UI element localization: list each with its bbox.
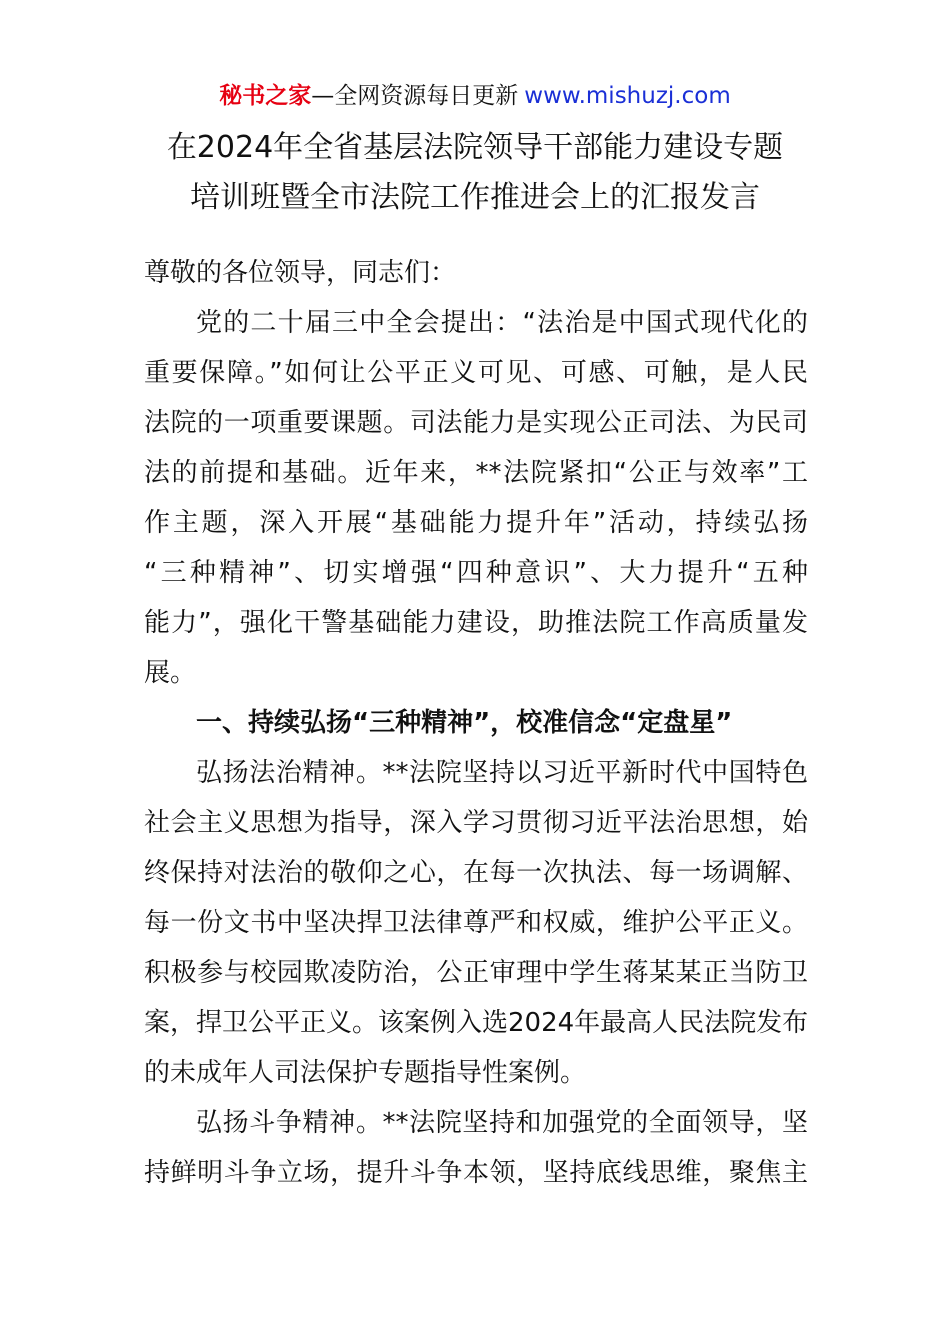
paragraph-1-line: 法院的一项重要课题。司法能力是实现公正司法、为民司 — [144, 408, 808, 438]
site-url-link[interactable]: www.mishuzj.com — [524, 83, 731, 109]
paragraph-1-line: “三种精神”、切实增强“四种意识”、大力提升“五种 — [144, 558, 808, 588]
paragraph-2-line: 每一份文书中坚决捍卫法律尊严和权威，维护公平正义。 — [144, 908, 808, 938]
site-header — [0, 80, 950, 112]
paragraph-1-line: 能力”，强化干警基础能力建设，助推法院工作高质量发 — [144, 608, 808, 638]
paragraph-2-line: 案，捍卫公平正义。该案例入选2024年最高人民法院发布 — [144, 1008, 809, 1038]
document-title-line-2: 培训班暨全市法院工作推进会上的汇报发言 — [190, 180, 760, 215]
paragraph-1-line: 重要保障。”如何让公平正义可见、可感、可触，是人民 — [144, 358, 808, 388]
paragraph-2-line: 的未成年人司法保护专题指导性案例。 — [144, 1058, 587, 1088]
paragraph-3-line: 持鲜明斗争立场，提升斗争本领，坚持底线思维，聚焦主 — [144, 1158, 808, 1188]
paragraph-1-line: 作主题，深入开展“基础能力提升年”活动，持续弘扬 — [144, 508, 808, 538]
site-tagline: —全网资源每日更新 — [311, 83, 519, 109]
site-brand: 秘书之家 — [219, 83, 312, 109]
document-body — [144, 248, 808, 1198]
salutation: 尊敬的各位领导，同志们： — [144, 258, 457, 288]
paragraph-2-line: 弘扬法治精神。**法院坚持以习近平新时代中国特色 — [196, 758, 808, 788]
paragraph-1-line: 展。 — [144, 658, 197, 688]
paragraph-1-line: 法的前提和基础。近年来，**法院紧扣“公正与效率”工 — [144, 458, 808, 488]
paragraph-1-line: 党的二十届三中全会提出：“法治是中国式现代化的 — [196, 308, 808, 338]
document-title-line-1: 在2024年全省基层法院领导干部能力建设专题 — [166, 130, 784, 165]
paragraph-3-line: 弘扬斗争精神。**法院坚持和加强党的全面领导，坚 — [196, 1108, 808, 1138]
paragraph-2-line: 积极参与校园欺凌防治，公正审理中学生蒋某某正当防卫 — [144, 958, 808, 988]
section-heading-1: 一、持续弘扬“三种精神”，校准信念“定盘星” — [196, 708, 733, 738]
paragraph-2-line: 终保持对法治的敬仰之心，在每一次执法、每一场调解、 — [144, 858, 808, 888]
paragraph-2-line: 社会主义思想为指导，深入学习贯彻习近平法治思想，始 — [144, 808, 808, 838]
